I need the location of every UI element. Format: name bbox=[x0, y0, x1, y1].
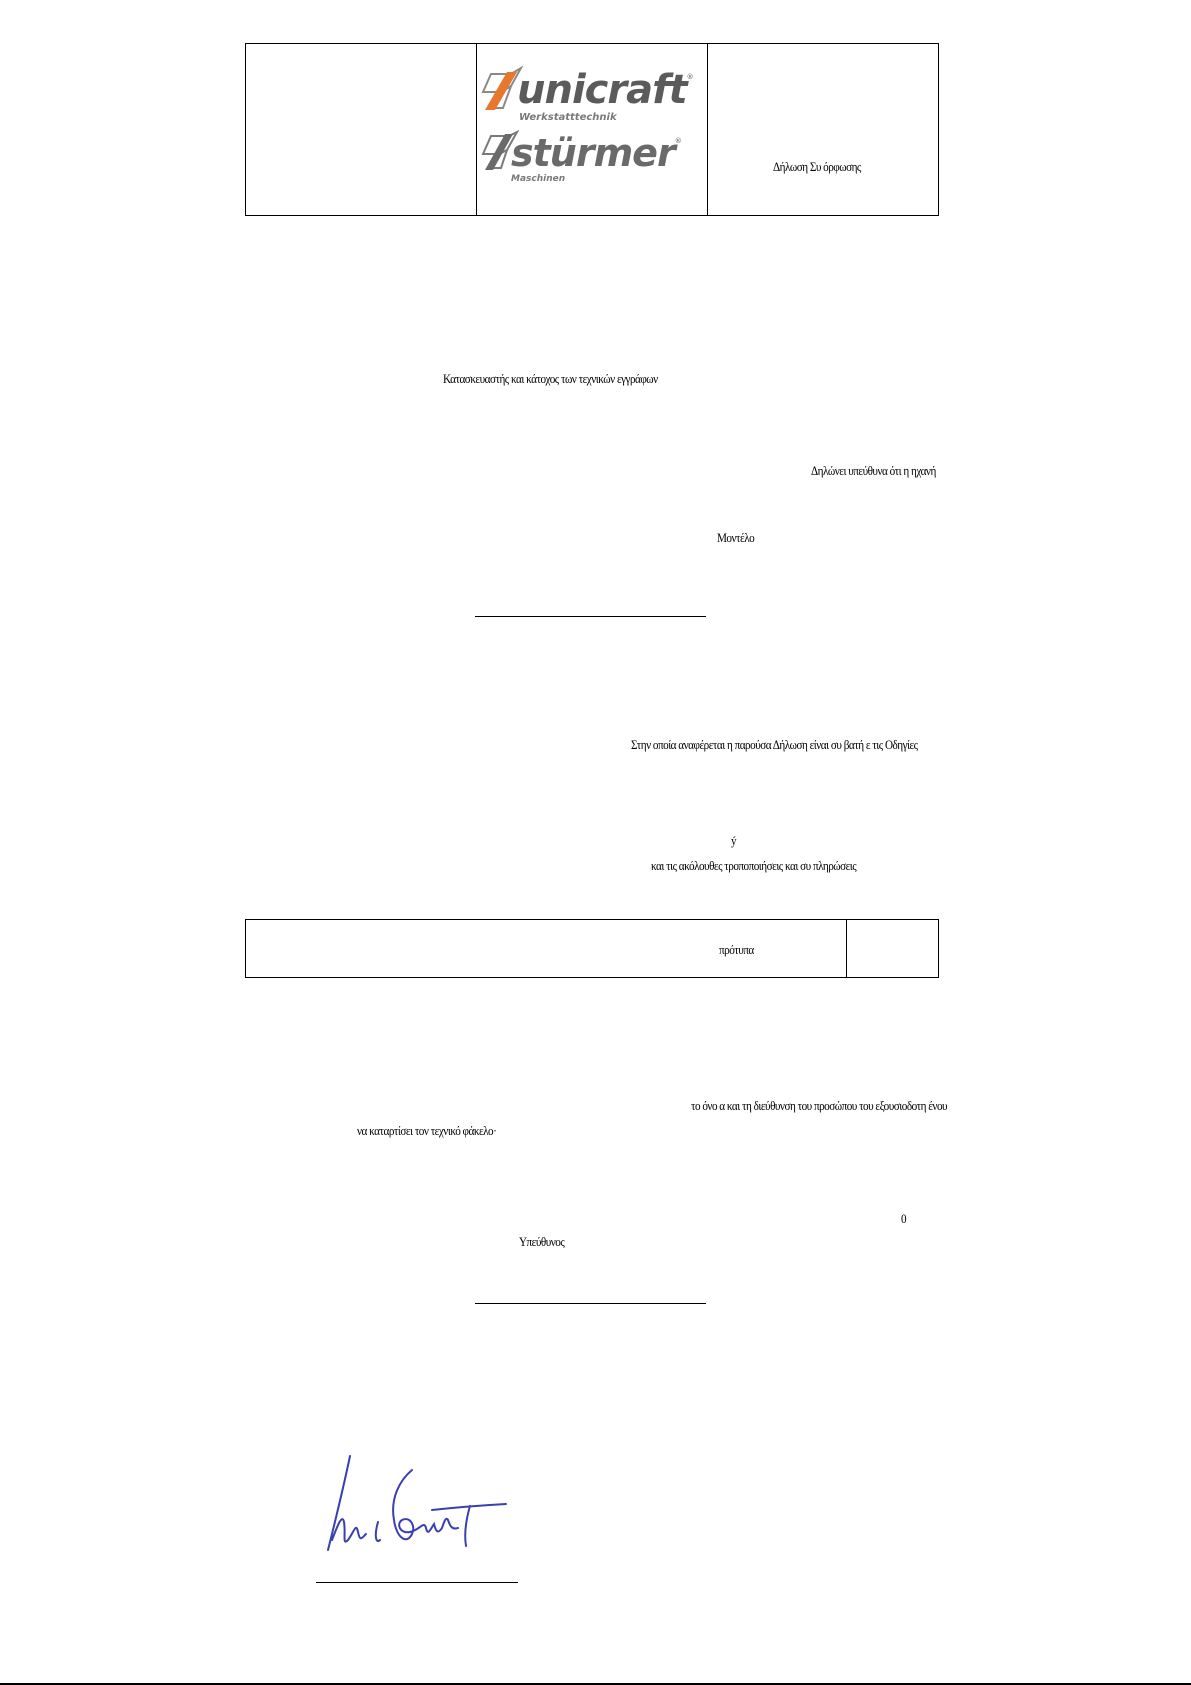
model-label: Μοντέλο bbox=[717, 530, 755, 545]
directives-text: Στην οποία αναφέρεται η παρούσα Δήλωση είναι συ βατή ε τις Οδηγίες bbox=[631, 737, 918, 752]
declaration-text: Δηλώνει υπεύθυνα ότι η ηχανή bbox=[811, 463, 936, 478]
authorized-person-text: το όνο α και τη διεύθυνση του προσώπου του εξουσιοδοτη ένου bbox=[691, 1098, 948, 1113]
amendments-text: και τις ακόλουθες τροποποιήσεις και συ πληρώσεις bbox=[651, 858, 857, 873]
header-cell-title bbox=[708, 44, 938, 215]
responsible-label: Υπεύθυνος bbox=[519, 1234, 565, 1249]
standards-label: πρότυπα bbox=[719, 942, 754, 957]
standards-box-divider bbox=[846, 920, 847, 977]
responsible-rule bbox=[475, 1303, 706, 1304]
header-cell-logos bbox=[477, 44, 708, 215]
signature-rule bbox=[316, 1582, 518, 1583]
technical-file-text: να καταρτίσει τον τεχνικό φάκελο· bbox=[357, 1123, 497, 1138]
sturmer-wordmark: stürmer ® bbox=[511, 131, 681, 175]
directive-fragment: ý bbox=[731, 833, 737, 848]
unicraft-wordmark: unicraft ® bbox=[517, 67, 693, 113]
signature-image bbox=[320, 1450, 520, 1560]
unicraft-logo bbox=[481, 62, 703, 126]
model-rule bbox=[475, 616, 706, 617]
unicraft-subtitle: Werkstatttechnik bbox=[519, 112, 617, 123]
sturmer-subtitle: Maschinen bbox=[511, 174, 566, 184]
standards-box bbox=[245, 919, 939, 978]
zero-value: 0 bbox=[901, 1211, 907, 1226]
company-logos bbox=[481, 62, 703, 188]
manufacturer-label: Κατασκευαστής και κάτοχος των τεχνικών εγγράφων bbox=[443, 371, 658, 386]
header-cell-left bbox=[246, 44, 477, 215]
sturmer-logo bbox=[481, 128, 703, 188]
header-table bbox=[245, 43, 939, 216]
document-title: Δήλωση Συ όρφωσης bbox=[773, 159, 861, 174]
